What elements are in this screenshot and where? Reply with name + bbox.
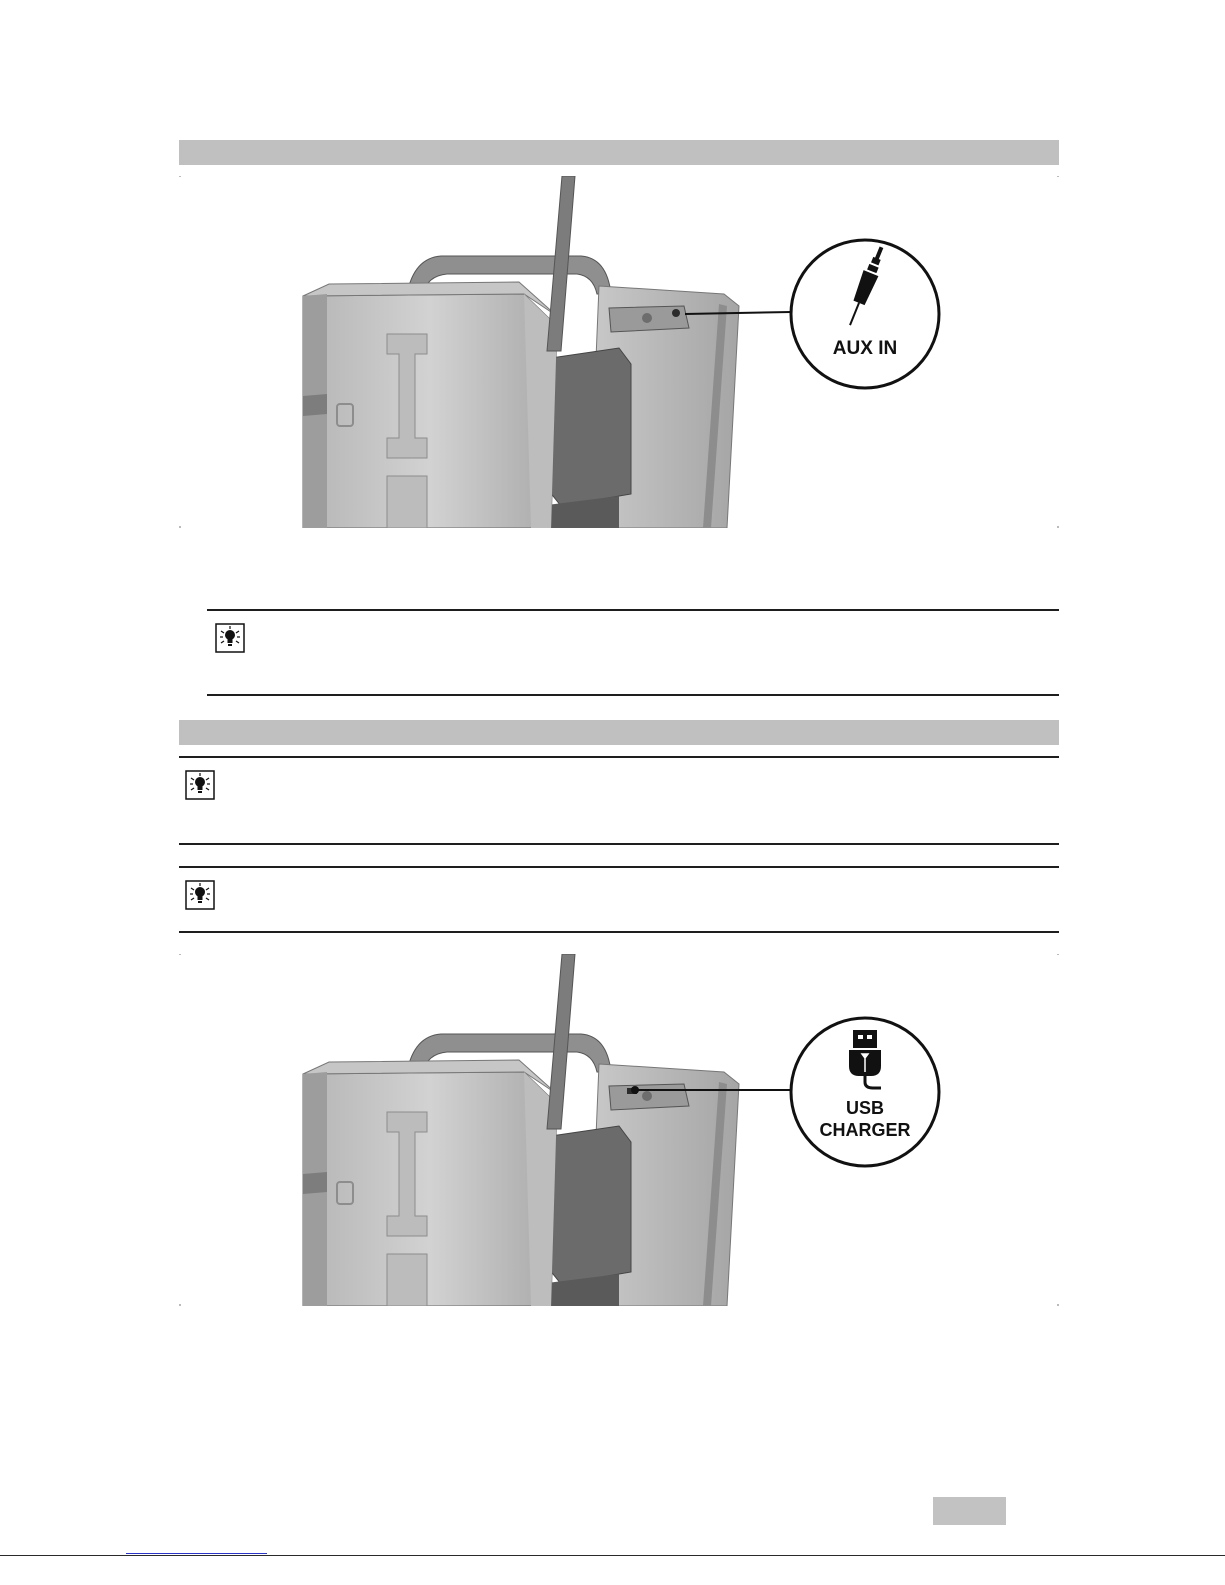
tip-box-top-rule <box>179 866 1059 868</box>
footer-rule <box>0 1555 1225 1556</box>
callout-circle <box>791 240 939 388</box>
page-number-tab <box>933 1497 1006 1525</box>
tip-box-bottom-rule <box>207 694 1059 696</box>
callout-label: AUX IN <box>832 338 898 359</box>
lightbulb-icon <box>185 880 215 910</box>
callout-label-line-1: USB <box>845 1098 885 1118</box>
section-header-band <box>179 140 1059 165</box>
radio-illustration <box>303 176 739 528</box>
lightbulb-icon <box>185 770 215 800</box>
tip-box-bottom-rule <box>179 931 1059 933</box>
section-header-band <box>179 720 1059 745</box>
radio-illustration <box>303 954 739 1306</box>
figure-aux-in <box>179 176 1059 528</box>
lightbulb-icon <box>215 623 245 653</box>
tip-box-top-rule <box>207 609 1059 611</box>
footer-link-underline[interactable] <box>126 1553 267 1554</box>
callout-label-line-2: CHARGER <box>819 1120 911 1140</box>
callout-leader-dot <box>631 1086 639 1094</box>
tip-box-bottom-rule <box>179 843 1059 845</box>
figure-usb-charger <box>179 954 1059 1306</box>
tip-box-top-rule <box>179 756 1059 758</box>
